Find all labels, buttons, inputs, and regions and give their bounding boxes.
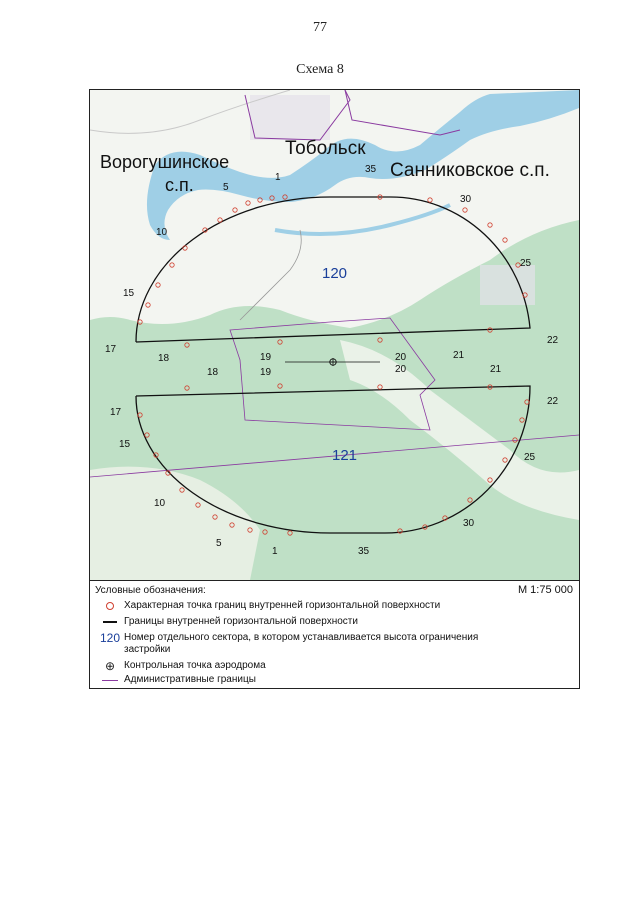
legend	[90, 580, 579, 688]
point-label: 10	[154, 498, 166, 509]
point-label: 1	[275, 172, 281, 183]
point-label: 25	[524, 452, 536, 463]
point-label: 22	[547, 396, 559, 407]
line-icon	[96, 616, 124, 628]
legend-text: Характерная точка границ внутренней горизонтальной поверхности	[124, 600, 441, 611]
point-label: 30	[463, 518, 475, 529]
map	[90, 90, 579, 580]
point-label: 21	[490, 364, 502, 375]
place-label-tobolsk: Тобольск	[285, 138, 366, 159]
legend-title: Условные обозначения:	[95, 585, 206, 596]
point-label: 22	[547, 335, 559, 346]
map-frame	[89, 89, 580, 689]
point-label: 25	[520, 258, 532, 269]
sector-number: 120	[322, 265, 348, 282]
legend-text: Административные границы	[124, 674, 256, 685]
scheme-title: Схема 8	[296, 62, 344, 77]
point-label: 5	[216, 538, 222, 549]
point-label: 30	[460, 194, 472, 205]
point-label: 35	[358, 546, 370, 557]
place-label-sannikovskoe: Санниковское с.п.	[390, 160, 550, 181]
legend-item-point	[96, 600, 484, 612]
page-number: 77	[313, 20, 327, 35]
point-label: 19	[260, 352, 272, 363]
map-scale: М 1:75 000	[517, 584, 573, 596]
point-label: 20	[395, 364, 407, 375]
point-label: 15	[123, 288, 135, 299]
sector-number: 121	[332, 447, 358, 464]
sector-number-icon: 120	[99, 631, 121, 645]
legend-text: Контрольная точка аэродрома	[124, 660, 266, 671]
admin-line-icon	[96, 674, 124, 686]
legend-item-crosshair	[96, 660, 484, 672]
point-label: 21	[453, 350, 465, 361]
place-label-vorogushinskoe: Ворогушинское	[100, 152, 230, 172]
point-label: 10	[156, 227, 168, 238]
legend-item-admin	[96, 674, 484, 686]
legend-item-line	[96, 616, 484, 628]
point-label: 18	[207, 367, 219, 378]
place-label-vorogushinskoe-sp: с.п.	[165, 175, 194, 195]
point-label: 5	[223, 182, 229, 193]
circle-point-icon	[96, 600, 124, 612]
village-area	[480, 265, 535, 305]
legend-item-sector	[96, 632, 484, 656]
point-label: 17	[105, 344, 117, 355]
legend-text: Номер отдельного сектора, в котором устанавливается высота ограничения застройки	[124, 632, 479, 655]
point-label: 18	[158, 353, 170, 364]
point-label: 20	[395, 352, 407, 363]
point-label: 1	[272, 546, 278, 557]
point-label: 15	[119, 439, 131, 450]
point-label: 17	[110, 407, 122, 418]
legend-text: Границы внутренней горизонтальной поверхности	[124, 616, 358, 627]
point-label: 19	[260, 367, 272, 378]
point-label: 35	[365, 164, 377, 175]
crosshair-icon: ⊕	[104, 659, 116, 673]
town-area	[250, 95, 330, 140]
